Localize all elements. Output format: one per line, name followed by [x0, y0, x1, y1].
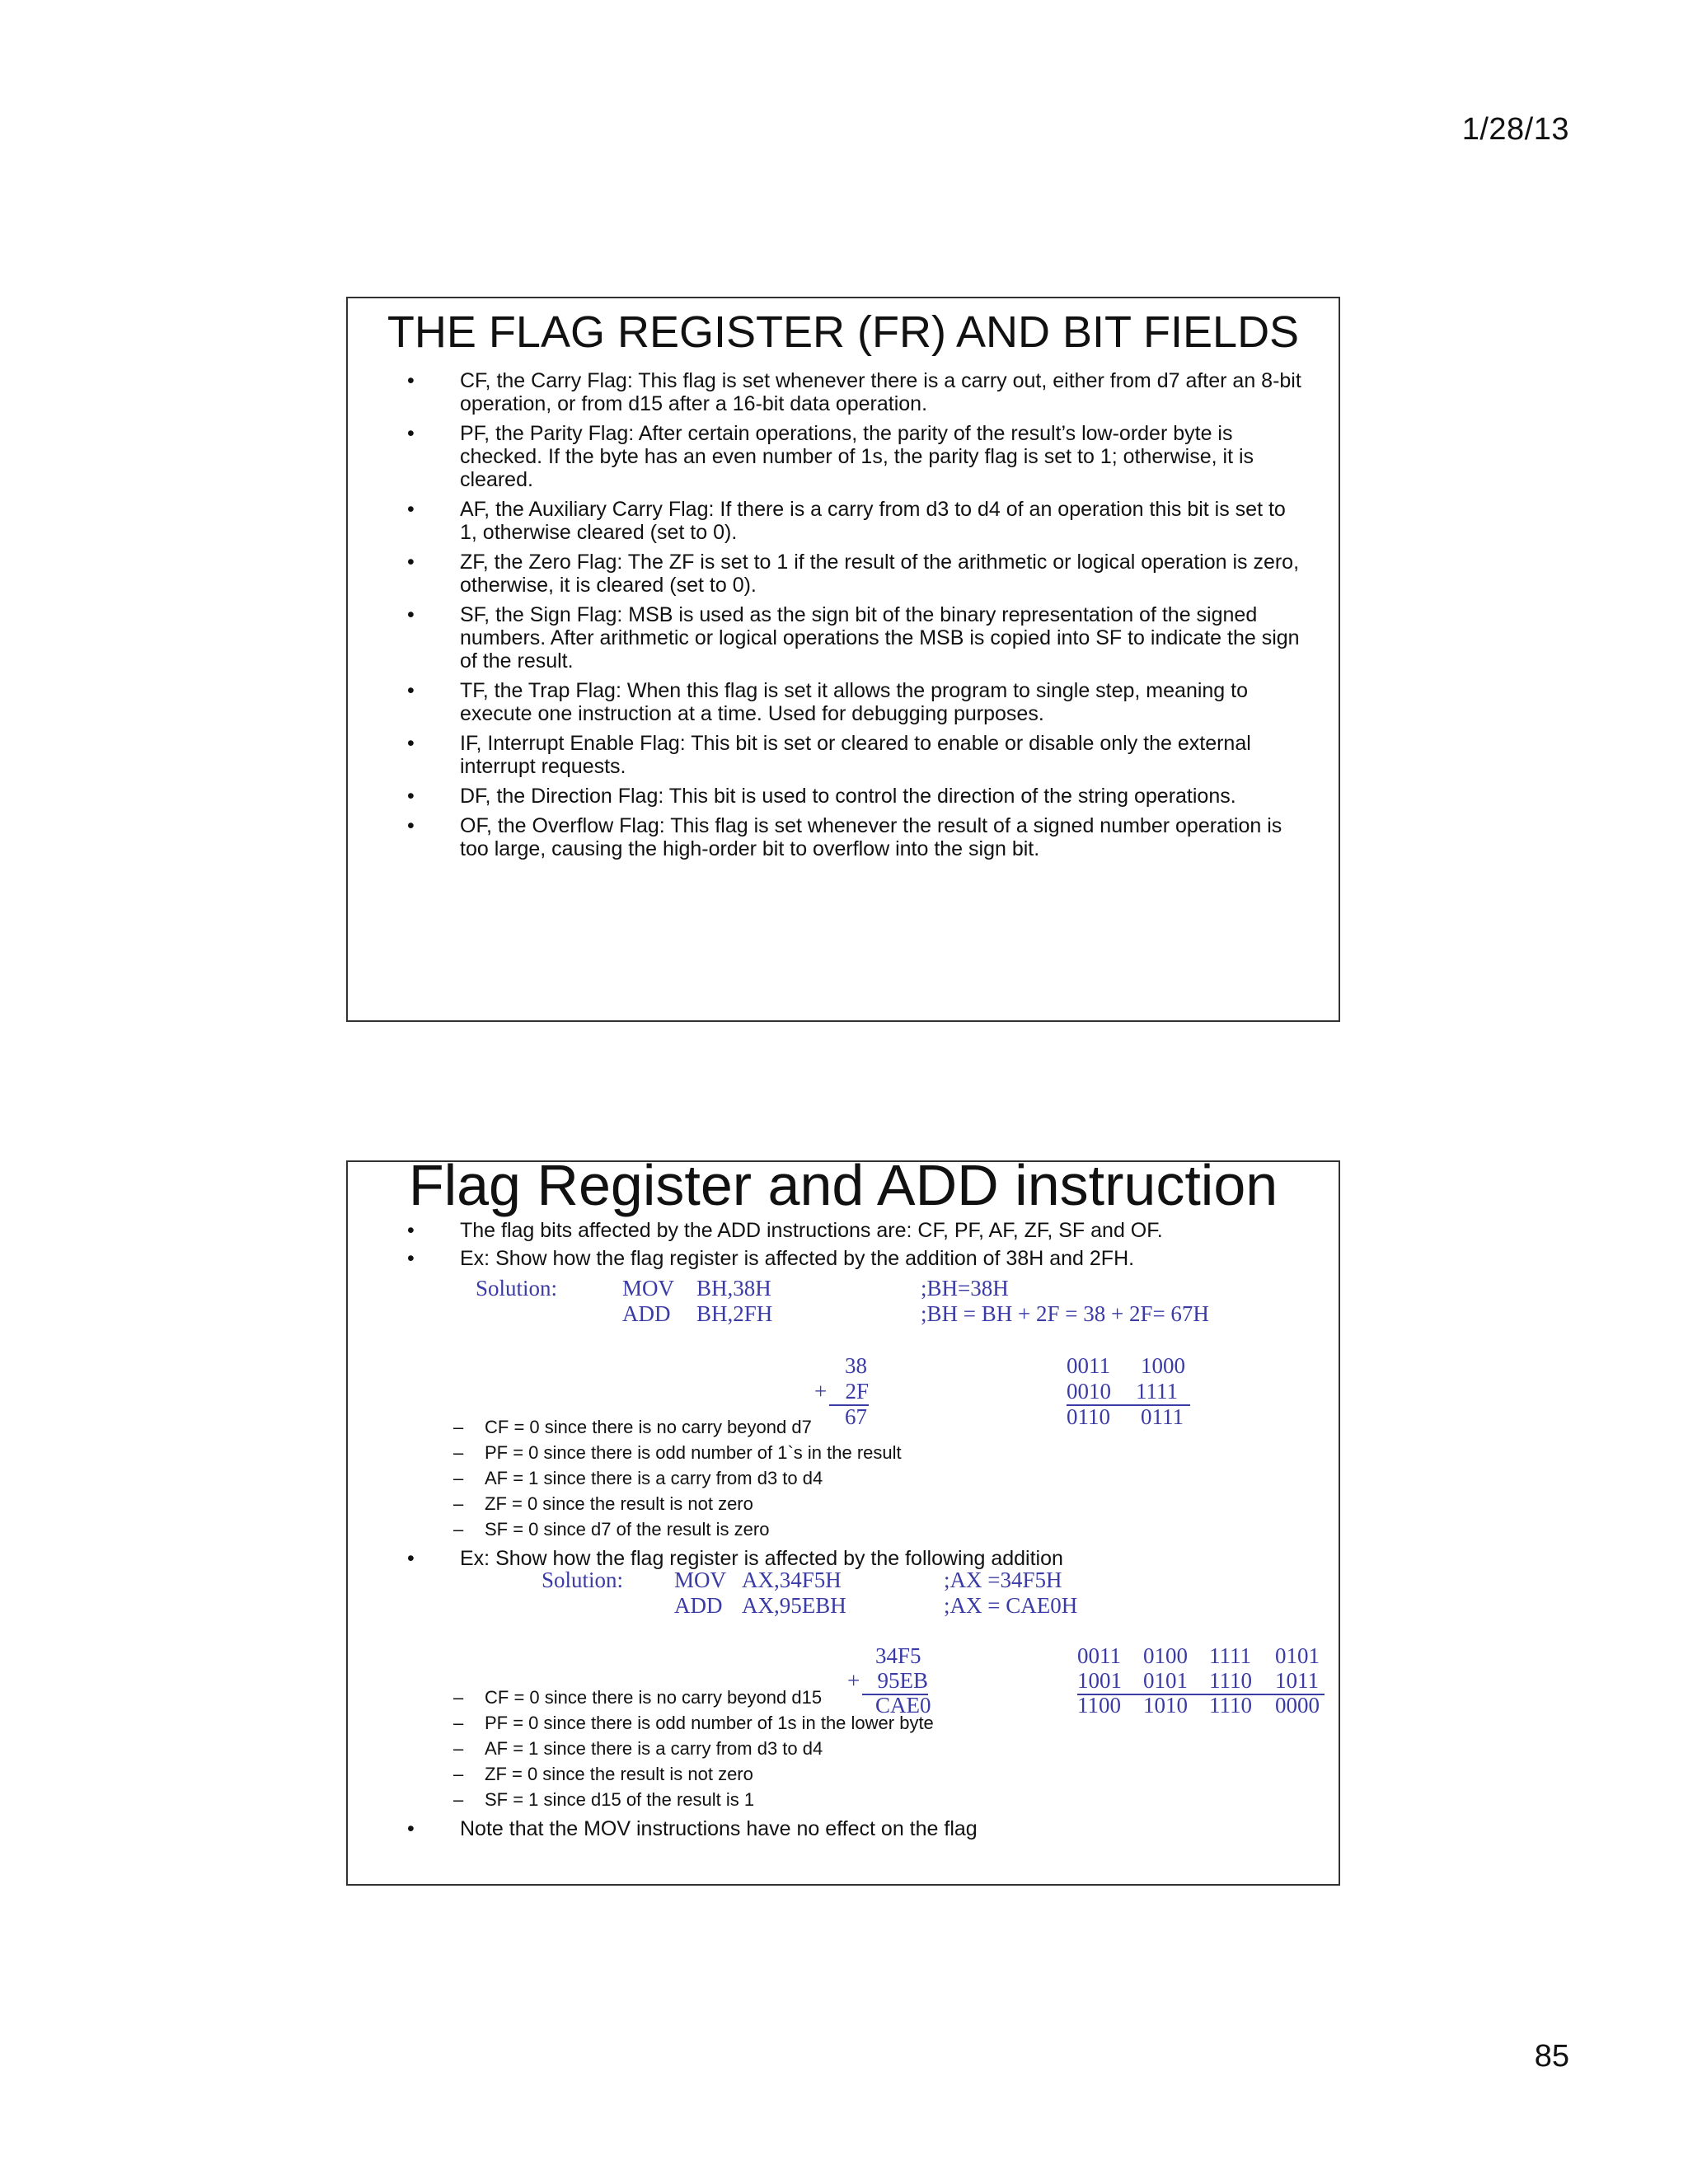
slide-flag-register-add: [346, 1153, 1340, 1886]
ex1-note-pf: – PF = 0 since there is odd number of 1`s in the result: [453, 1440, 902, 1465]
ex2-bin-sum-3: 0000: [1275, 1693, 1320, 1718]
ex2-bin-sum-0: 1100: [1077, 1693, 1121, 1718]
ex1-comment-1: ;BH=38H: [921, 1276, 1009, 1301]
ex2-bin-b-2: 1110: [1209, 1668, 1252, 1693]
bullet-af: • AF, the Auxiliary Carry Flag: If there is a carry from d3 to d4 of an operation this bit is set to 1, otherwise cleared (set to 0).: [399, 498, 1306, 544]
ex2-note-af: – AF = 1 since there is a carry from d3 to d4: [453, 1736, 934, 1761]
slide-title: Flag Register and ADD instruction: [408, 1153, 1278, 1217]
ex2-op-1: MOV: [674, 1568, 727, 1592]
bullet-cf: • CF, the Carry Flag: This flag is set whenever there is a carry out, either from d7 after an 8-bit operation, or from d15 after a 16-bit data operation.: [399, 369, 1306, 415]
ex1-hex-b: 2F: [829, 1379, 869, 1406]
ex1-plus: +: [814, 1379, 828, 1404]
ex2-flag-notes: [453, 1685, 934, 1812]
bullet-tf: • TF, the Trap Flag: When this flag is set it allows the program to single step, meaning to execute one instruction at a time. Used for debugging purposes.: [399, 679, 1306, 725]
ex2-hex-a: 34F5: [875, 1643, 921, 1668]
ex1-args-2: BH,2FH: [696, 1301, 773, 1326]
ex1-hex-sum: 67: [845, 1404, 867, 1429]
ex2-note-cf: – CF = 0 since there is no carry beyond d15: [453, 1685, 934, 1710]
bullet-of: • OF, the Overflow Flag: This flag is set whenever the result of a signed number operation is too large, causing the high-order bit to overflow into the sign bit.: [399, 814, 1306, 860]
ex2-op-2: ADD: [674, 1593, 723, 1618]
bullet-example-1: • Ex: Show how the flag register is affected by the addition of 38H and 2FH.: [399, 1246, 1306, 1271]
ex2-solution-label: Solution:: [542, 1568, 624, 1592]
ex2-bin-b-3: 1011: [1275, 1668, 1319, 1693]
ex2-hex-b: 95EB: [862, 1668, 928, 1695]
ex2-bin-sum-2: 1110: [1209, 1693, 1252, 1718]
ex1-bin-b-lo: 1111: [1136, 1379, 1178, 1404]
ex1-comment-2: ;BH = BH + 2F = 38 + 2F= 67H: [921, 1301, 1209, 1326]
flag-bullet-list: [399, 369, 1306, 867]
ex1-bin-a-lo: 1000: [1141, 1353, 1185, 1378]
ex2-comment-1: ;AX =34F5H: [944, 1568, 1062, 1592]
ex1-flag-notes: [453, 1414, 902, 1542]
page-number: 85: [1534, 2039, 1569, 2074]
ex2-note-pf: – PF = 0 since there is odd number of 1s in the lower byte: [453, 1710, 934, 1736]
ex1-hex-a: 38: [845, 1353, 867, 1378]
ex2-bin-a-2: 1111: [1209, 1643, 1251, 1668]
bullet-zf: • ZF, the Zero Flag: The ZF is set to 1 if the result of the arithmetic or logical operation is zero, otherwise, it is cleared (set to 0).: [399, 551, 1306, 597]
ex1-bin-sum-hi: 0110: [1067, 1404, 1110, 1429]
ex2-note-sf: – SF = 1 since d15 of the result is 1: [453, 1787, 934, 1812]
ex2-bin-a-0: 0011: [1077, 1643, 1121, 1668]
ex1-note-cf: – CF = 0 since there is no carry beyond d7: [453, 1414, 902, 1440]
slide-title: THE FLAG REGISTER (FR) AND BIT FIELDS: [387, 307, 1300, 357]
ex1-op-2: ADD: [622, 1301, 671, 1326]
ex2-bin-b-0: 1001: [1077, 1668, 1122, 1693]
ex1-note-af: – AF = 1 since there is a carry from d3 to d4: [453, 1465, 902, 1491]
slide-flag-register-bit-fields: [346, 297, 1340, 1022]
ex1-op-1: MOV: [622, 1276, 675, 1301]
bullet-pf: • PF, the Parity Flag: After certain operations, the parity of the result’s low-order byte is checked. If the byte has an even number of 1s, the parity flag is set to 1; otherwise, it is cleared.: [399, 422, 1306, 491]
ex2-bin-a-3: 0101: [1275, 1643, 1320, 1668]
ex1-bin-b: [1067, 1379, 1190, 1406]
ex1-solution-label: Solution:: [476, 1276, 558, 1301]
ex2-bin-a-1: 0100: [1143, 1643, 1188, 1668]
bullet-mov-note: • Note that the MOV instructions have no effect on the flag: [399, 1816, 1306, 1841]
bullet-if: • IF, Interrupt Enable Flag: This bit is set or cleared to enable or disable only the external interrupt requests.: [399, 732, 1306, 778]
ex2-note-zf: – ZF = 0 since the result is not zero: [453, 1761, 934, 1787]
ex2-bin-sum-1: 1010: [1143, 1693, 1188, 1718]
ex1-bin-a-hi: 0011: [1067, 1353, 1110, 1378]
bullet-affected-flags: • The flag bits affected by the ADD instructions are: CF, PF, AF, ZF, SF and OF.: [399, 1218, 1306, 1243]
ex1-bin-sum-lo: 0111: [1141, 1404, 1184, 1429]
bullet-sf: • SF, the Sign Flag: MSB is used as the sign bit of the binary representation of the signed numbers. After arithmetic or logical operations the MSB is copied into SF to indicate the sign of the result.: [399, 603, 1306, 673]
ex2-args-2: AX,95EBH: [742, 1593, 846, 1618]
ex2-comment-2: ;AX = CAE0H: [944, 1593, 1078, 1618]
ex1-bin-b-hi: 0010: [1067, 1379, 1111, 1404]
bullet-df: • DF, the Direction Flag: This bit is used to control the direction of the string operations.: [399, 785, 1306, 808]
bullet-example-2: • Ex: Show how the flag register is affected by the following addition: [399, 1546, 1306, 1571]
page-date: 1/28/13: [1461, 112, 1569, 147]
ex2-hex-sum: CAE0: [875, 1693, 931, 1718]
ex1-note-zf: – ZF = 0 since the result is not zero: [453, 1491, 902, 1516]
ex1-note-sf: – SF = 0 since d7 of the result is zero: [453, 1516, 902, 1542]
ex2-args-1: AX,34F5H: [742, 1568, 842, 1592]
ex2-plus: +: [847, 1668, 860, 1693]
ex2-bin-b-1: 0101: [1143, 1668, 1188, 1693]
ex1-args-1: BH,38H: [696, 1276, 771, 1301]
